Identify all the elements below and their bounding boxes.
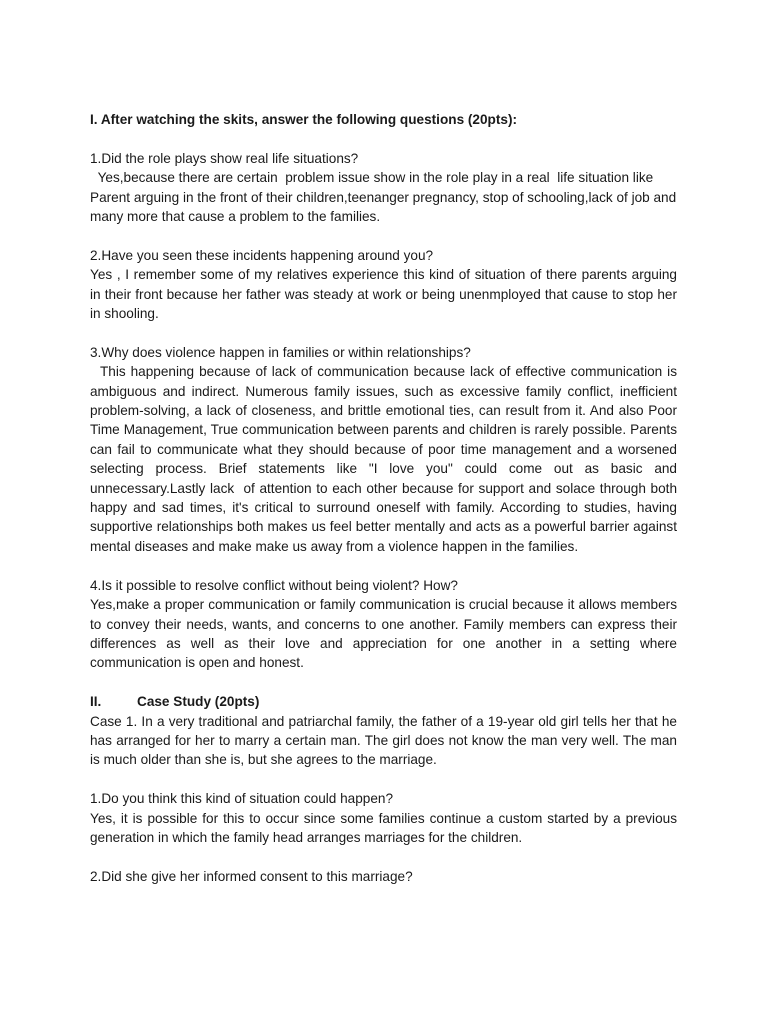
answer-text: Yes,make a proper communication or family communication is crucial because it allows members to convey their needs, wants, and concerns to one another. Family members can express their differences as well as their love and appreciation for one another in a setting where communication is open and honest. bbox=[90, 597, 677, 671]
answer-text: Yes , I remember some of my relatives experience this kind of situation of there parents arguing in their front because her father was steady at work or being unenmployed that cause to stop her in shooling. bbox=[90, 267, 677, 322]
case-question-block-1 bbox=[90, 789, 677, 847]
question-block-2 bbox=[90, 246, 677, 324]
section-1-heading: I. After watching the skits, answer the following questions (20pts): bbox=[90, 112, 517, 127]
answer-text: Yes, it is possible for this to occur since some families continue a custom started by a previous generation in which the family head arranges marriages for the children. bbox=[90, 810, 677, 845]
question-text: 2.Have you seen these incidents happening around you? bbox=[90, 247, 434, 263]
answer-text: This happening because of lack of communication because lack of effective communication is ambiguous and indirect. Numerous family issues, such as excessive family conflict, inefficient problem-solving, a lack of closeness, and brittle emotional ties, can result from it. And also Poor Time Management, True communication between parents and children is rarely possible. Parents can fail to communicate what they should because of poor time management and a worsened selecting process. Brief statements like "I love you" could come out as basic and unnecessary.Lastly lack of attention to each other because for support and solace through both happy and sad times, it's critical to surround oneself with family. According to studies, having supportive relationships both makes us feel better mentally and acts as a powerful barrier against mental diseases and make make us away from a violence happen in the families. bbox=[90, 364, 681, 554]
question-block-4 bbox=[90, 576, 677, 673]
section-2-heading bbox=[90, 692, 677, 711]
question-text: 2.Did she give her informed consent to this marriage? bbox=[90, 868, 413, 884]
answer-text: Yes,because there are certain problem issue show in the role play in a real life situation like Parent arguing in the front of their children,teenanger pregnancy, stop of schooling,lack of job and many more that cause a problem to the families. bbox=[90, 170, 680, 225]
question-block-1 bbox=[90, 149, 680, 227]
question-text: 4.Is it possible to resolve conflict without being violent? How? bbox=[90, 577, 458, 593]
section-2-number: II. bbox=[90, 694, 102, 710]
document-page bbox=[90, 110, 681, 906]
question-block-3 bbox=[90, 343, 681, 556]
case-question-block-2 bbox=[90, 867, 677, 886]
section-2-title: Case Study (20pts) bbox=[137, 694, 260, 710]
case-1-text: Case 1. In a very traditional and patriarchal family, the father of a 19-year old girl tells her that he has arranged for her to marry a certain man. The girl does not know the man very well. The man is much older than she is, but she agrees to the marriage. bbox=[90, 713, 677, 768]
question-text: 1.Did the role plays show real life situations? bbox=[90, 150, 359, 166]
question-text: 1.Do you think this kind of situation could happen? bbox=[90, 791, 394, 807]
question-text: 3.Why does violence happen in families or within relationships? bbox=[90, 344, 471, 360]
